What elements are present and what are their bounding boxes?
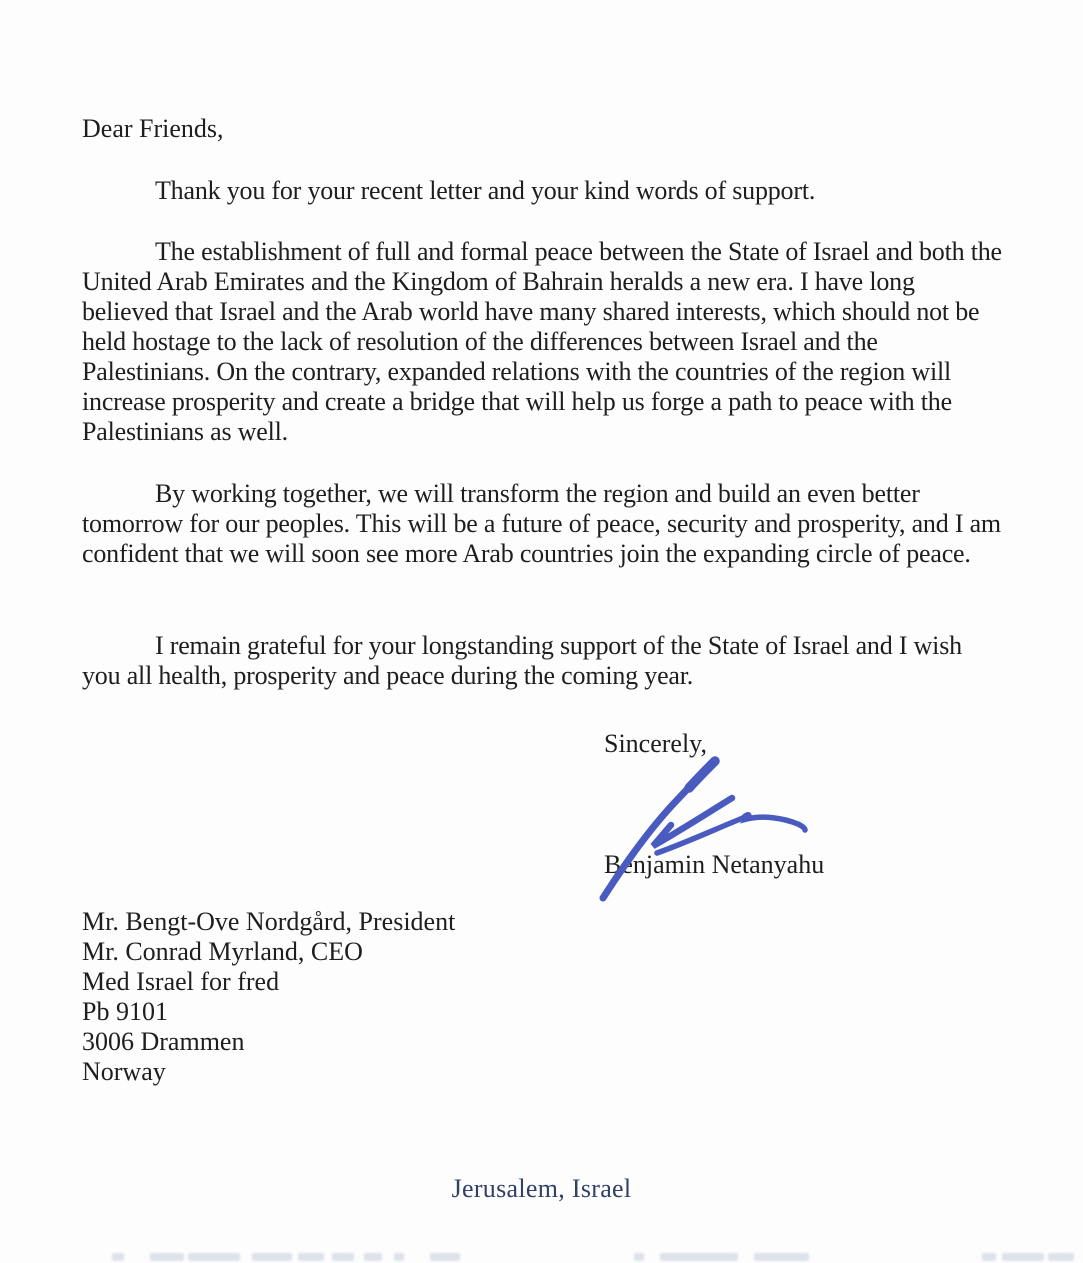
letter-paragraph-4: I remain grateful for your longstanding support of the State of Israel and I wish you all health, prosperity and peace during the coming year. <box>82 631 962 690</box>
letter-paragraph-1: Thank you for your recent letter and your kind words of support. <box>155 176 816 205</box>
letterhead-location: Jerusalem, Israel <box>451 1174 632 1203</box>
cutoff-footer-line <box>0 1251 1083 1263</box>
letter-paragraph-3: By working together, we will transform the region and build an even better tomorrow for our peoples. This will be a future of peace, security and prosperity, and I am confident that we will soon see more Arab countries join the expanding circle of peace. <box>82 479 1001 568</box>
recipient-line: Med Israel for fred <box>82 967 280 996</box>
recipient-line: Norway <box>82 1057 166 1086</box>
recipient-line: Mr. Conrad Myrland, CEO <box>82 937 363 966</box>
handwritten-signature-icon <box>594 750 819 908</box>
recipient-address-block <box>82 907 455 1087</box>
signatory-name: Benjamin Netanyahu <box>604 850 825 879</box>
recipient-line: Mr. Bengt-Ove Nordgård, President <box>82 907 456 936</box>
recipient-line: 3006 Drammen <box>82 1027 245 1056</box>
letter-paragraph-2: The establishment of full and formal peace between the State of Israel and both the United Arab Emirates and the Kingdom of Bahrain heralds a new era. I have long believed that Israel and the Arab world have many shared interests, which should not be held hostage to the lack of resolution of the differences between Israel and the Palestinians. On the contrary, expanded relations with the countries of the region will increase prosperity and create a bridge that will help us forge a path to peace with the Palestinians as well. <box>82 237 1002 446</box>
closing-sincerely: Sincerely, <box>604 729 707 758</box>
salutation: Dear Friends, <box>82 114 224 143</box>
recipient-line: Pb 9101 <box>82 997 168 1026</box>
